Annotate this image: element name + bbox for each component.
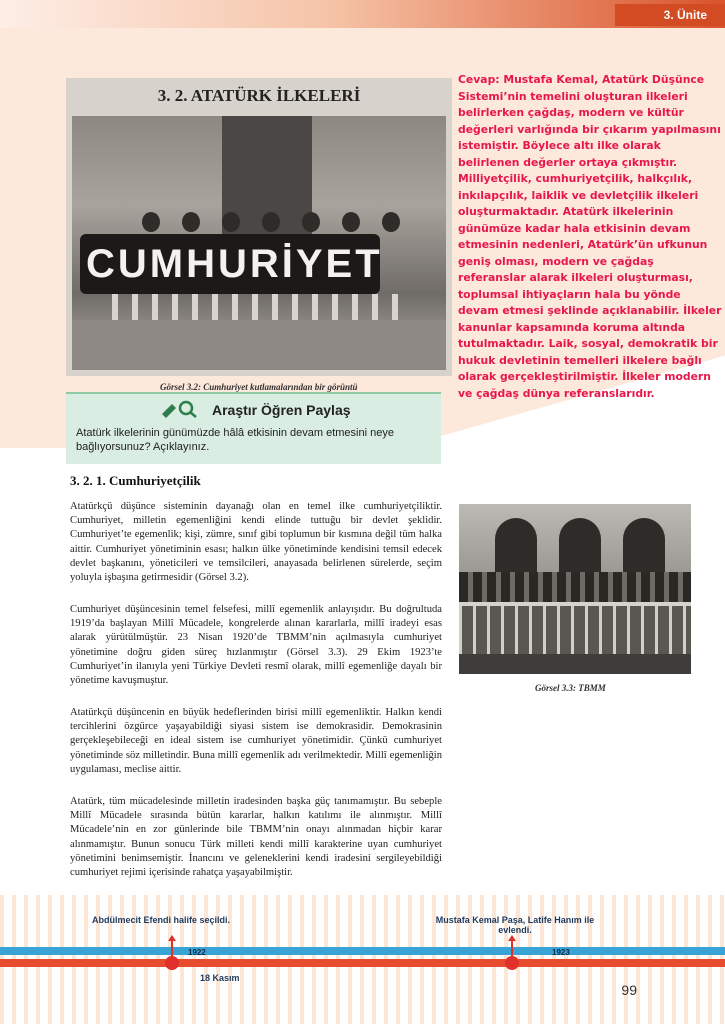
unit-label: 3. Ünite	[615, 4, 725, 26]
timeline-year-1923: 1923	[552, 948, 570, 957]
timeline-bar-red	[0, 959, 725, 967]
paragraph: Atatürkçü düşünce sisteminin dayanağı olan en temel ilke cumhuriyetçiliktir. Cumhuriyet, milletin egemenliğini kendi elinde tuttuğu bir devlet şeklidir. Cumhuriyet’te egemenlik; kişi, zümre, sınıf gibi toplumun bir kısmına değil tüm halka aittir. Cumhuriyet yönetiminin esası; halkın ülke yönetiminde kendisini temsil edecek devlet başkanını, yöneticileri ve temsilcileri, anayasada belirlenen sürelerde, seçim yoluyla işbaşına getirmesidir (Görsel 3.2).	[70, 501, 442, 584]
paragraph: Atatürkçü düşüncenin en büyük hedeflerinden birisi millî egemenliktir. Halkın kendi tercihlerini özgürce yaşayabildiği siyasi sistem ise demokrasidir. Demokrasinin gerçekleşebileceği en ideal sistem ise cumhuriyet yönetimidir. Çünkü cumhuriyet yönetiminde söz milletindir. Buna millî egemenlik adı verilmektedir. Millî egemenliğin uygulaması, meclise aittir.	[70, 707, 442, 775]
timeline-marker	[165, 956, 179, 970]
photo-person	[342, 212, 360, 232]
photo-arch	[495, 518, 537, 578]
timeline-bar-blue	[0, 947, 725, 955]
subsection-title: 3. 2. 1. Cumhuriyetçilik	[70, 473, 201, 488]
photo-person	[382, 212, 400, 232]
tbmm-photo	[459, 504, 691, 674]
photo1-caption: Görsel 3.2: Cumhuriyet kutlamalarından bir görüntü	[160, 382, 358, 392]
photo-base	[459, 654, 691, 674]
timeline-year-1922: 1922	[188, 948, 206, 957]
timeline-event-2: Mustafa Kemal Paşa, Latife Hanım ile evlendi.	[435, 915, 595, 935]
paragraph: Atatürk, tüm mücadelesinde milletin iradesinden başka güç tanımamıştır. Bu sebeple Millî Mücadele sırasında bütün kararlar, halkın katılımı ile alınmıştır. Millî Mücadele’nin en zor günlerinde bile TBMM’nin onayı alınmadan hiçbir karar alınmamıştır. Bunun sonucu Türk milleti kendi millî karakterine uyan cumhuriyet yönetimini benimsemiştir. İnancını ve geleneklerini kendi iradesini sergileyebildiği cumhuriyet rejimi içerisinde rahatça yaşayabilmiştir.	[70, 796, 442, 879]
photo2-caption: Görsel 3.3: TBMM	[535, 683, 606, 693]
timeline-stem	[171, 939, 173, 957]
timeline-stem	[511, 939, 513, 957]
photo-person	[262, 212, 280, 232]
section-photo-frame	[66, 78, 452, 376]
research-box	[66, 392, 441, 464]
timeline-event-1: Abdülmecit Efendi halife seçildi.	[92, 915, 231, 925]
cumhuriyet-photo	[72, 116, 446, 370]
section-title: 3. 2. ATATÜRK İLKELERİ	[157, 86, 361, 105]
timeline	[0, 895, 725, 1024]
photo-person	[182, 212, 200, 232]
banner-text: CUMHURİYET	[86, 242, 383, 286]
magnifier-icon	[160, 400, 200, 418]
photo-person	[222, 212, 240, 232]
photo-balustrade	[459, 602, 691, 658]
photo-person	[142, 212, 160, 232]
photo-person	[302, 212, 320, 232]
answer-text: Cevap: Mustafa Kemal, Atatürk Düşünce Sistemi’nin temelini oluşturan ilkeleri belirlerken çağdaş, modern ve kültür değerleri varlığında bir çıkarım yapılmasını istemiştir. Böylece altı ilke olarak belirlenen değerler ortaya çıkmıştır. Milliyetçilik, cumhuriyetçilik, halkçılık, inkılapçılık, laiklik ve devletçilik ilkeleri oluşturmaktadır. Atatürk ilkelerinin günümüze kadar hala etkisinin devam etmesinin nedenleri, Atatürk’ün ufkunun geniş olması, modern ve çağdaş referanslar alarak ilkeleri oluşturması, toplumsal ihtiyaçların hala bu yönde devam etmesi şeklinde açıklanabilir. İlkeler kanunlar kapsamında koruma altında tutulmaktadır. Laik, sosyal, demokratik bir hukuk devletinin temelleri ilkelere bağlı olarak gerçekleştirilmiştir. İlkeler modern ve çağdaş dünya referanslarıdır.	[458, 73, 722, 400]
photo-arch	[559, 518, 601, 578]
photo-ground	[72, 320, 446, 370]
research-title: Araştır Öğren Paylaş	[212, 402, 351, 418]
research-question: Atatürk ilkelerinin günümüzde hâlâ etkisinin devam etmesini neye bağlıyorsunuz? Açıklayınız.	[76, 427, 394, 453]
paragraph: Cumhuriyet düşüncesinin temel felsefesi, millî egemenlik anlayışıdır. Bu doğrultuda 1919’da başlayan Millî Mücadele, kongrelerde alınan kararlarla, millî iradeyi esas alarak yürütülmüştür. 23 Nisan 1920’de TBMM’nin açılmasıyla cumhuriyet yönetimine doğru giden süreç hızlanmıştır (Görsel 3.3). 29 Ekim 1923’te Cumhuriyet’in ilanıyla yeni Türkiye Devleti resmî olarak, millî egemenliğe dayalı bir yönetime kavuşmuştur.	[70, 604, 442, 687]
timeline-marker	[505, 956, 519, 970]
photo-crowd	[459, 572, 691, 602]
page-number: 99	[621, 982, 637, 998]
photo-arch	[623, 518, 665, 578]
timeline-date: 18 Kasım	[200, 973, 240, 983]
